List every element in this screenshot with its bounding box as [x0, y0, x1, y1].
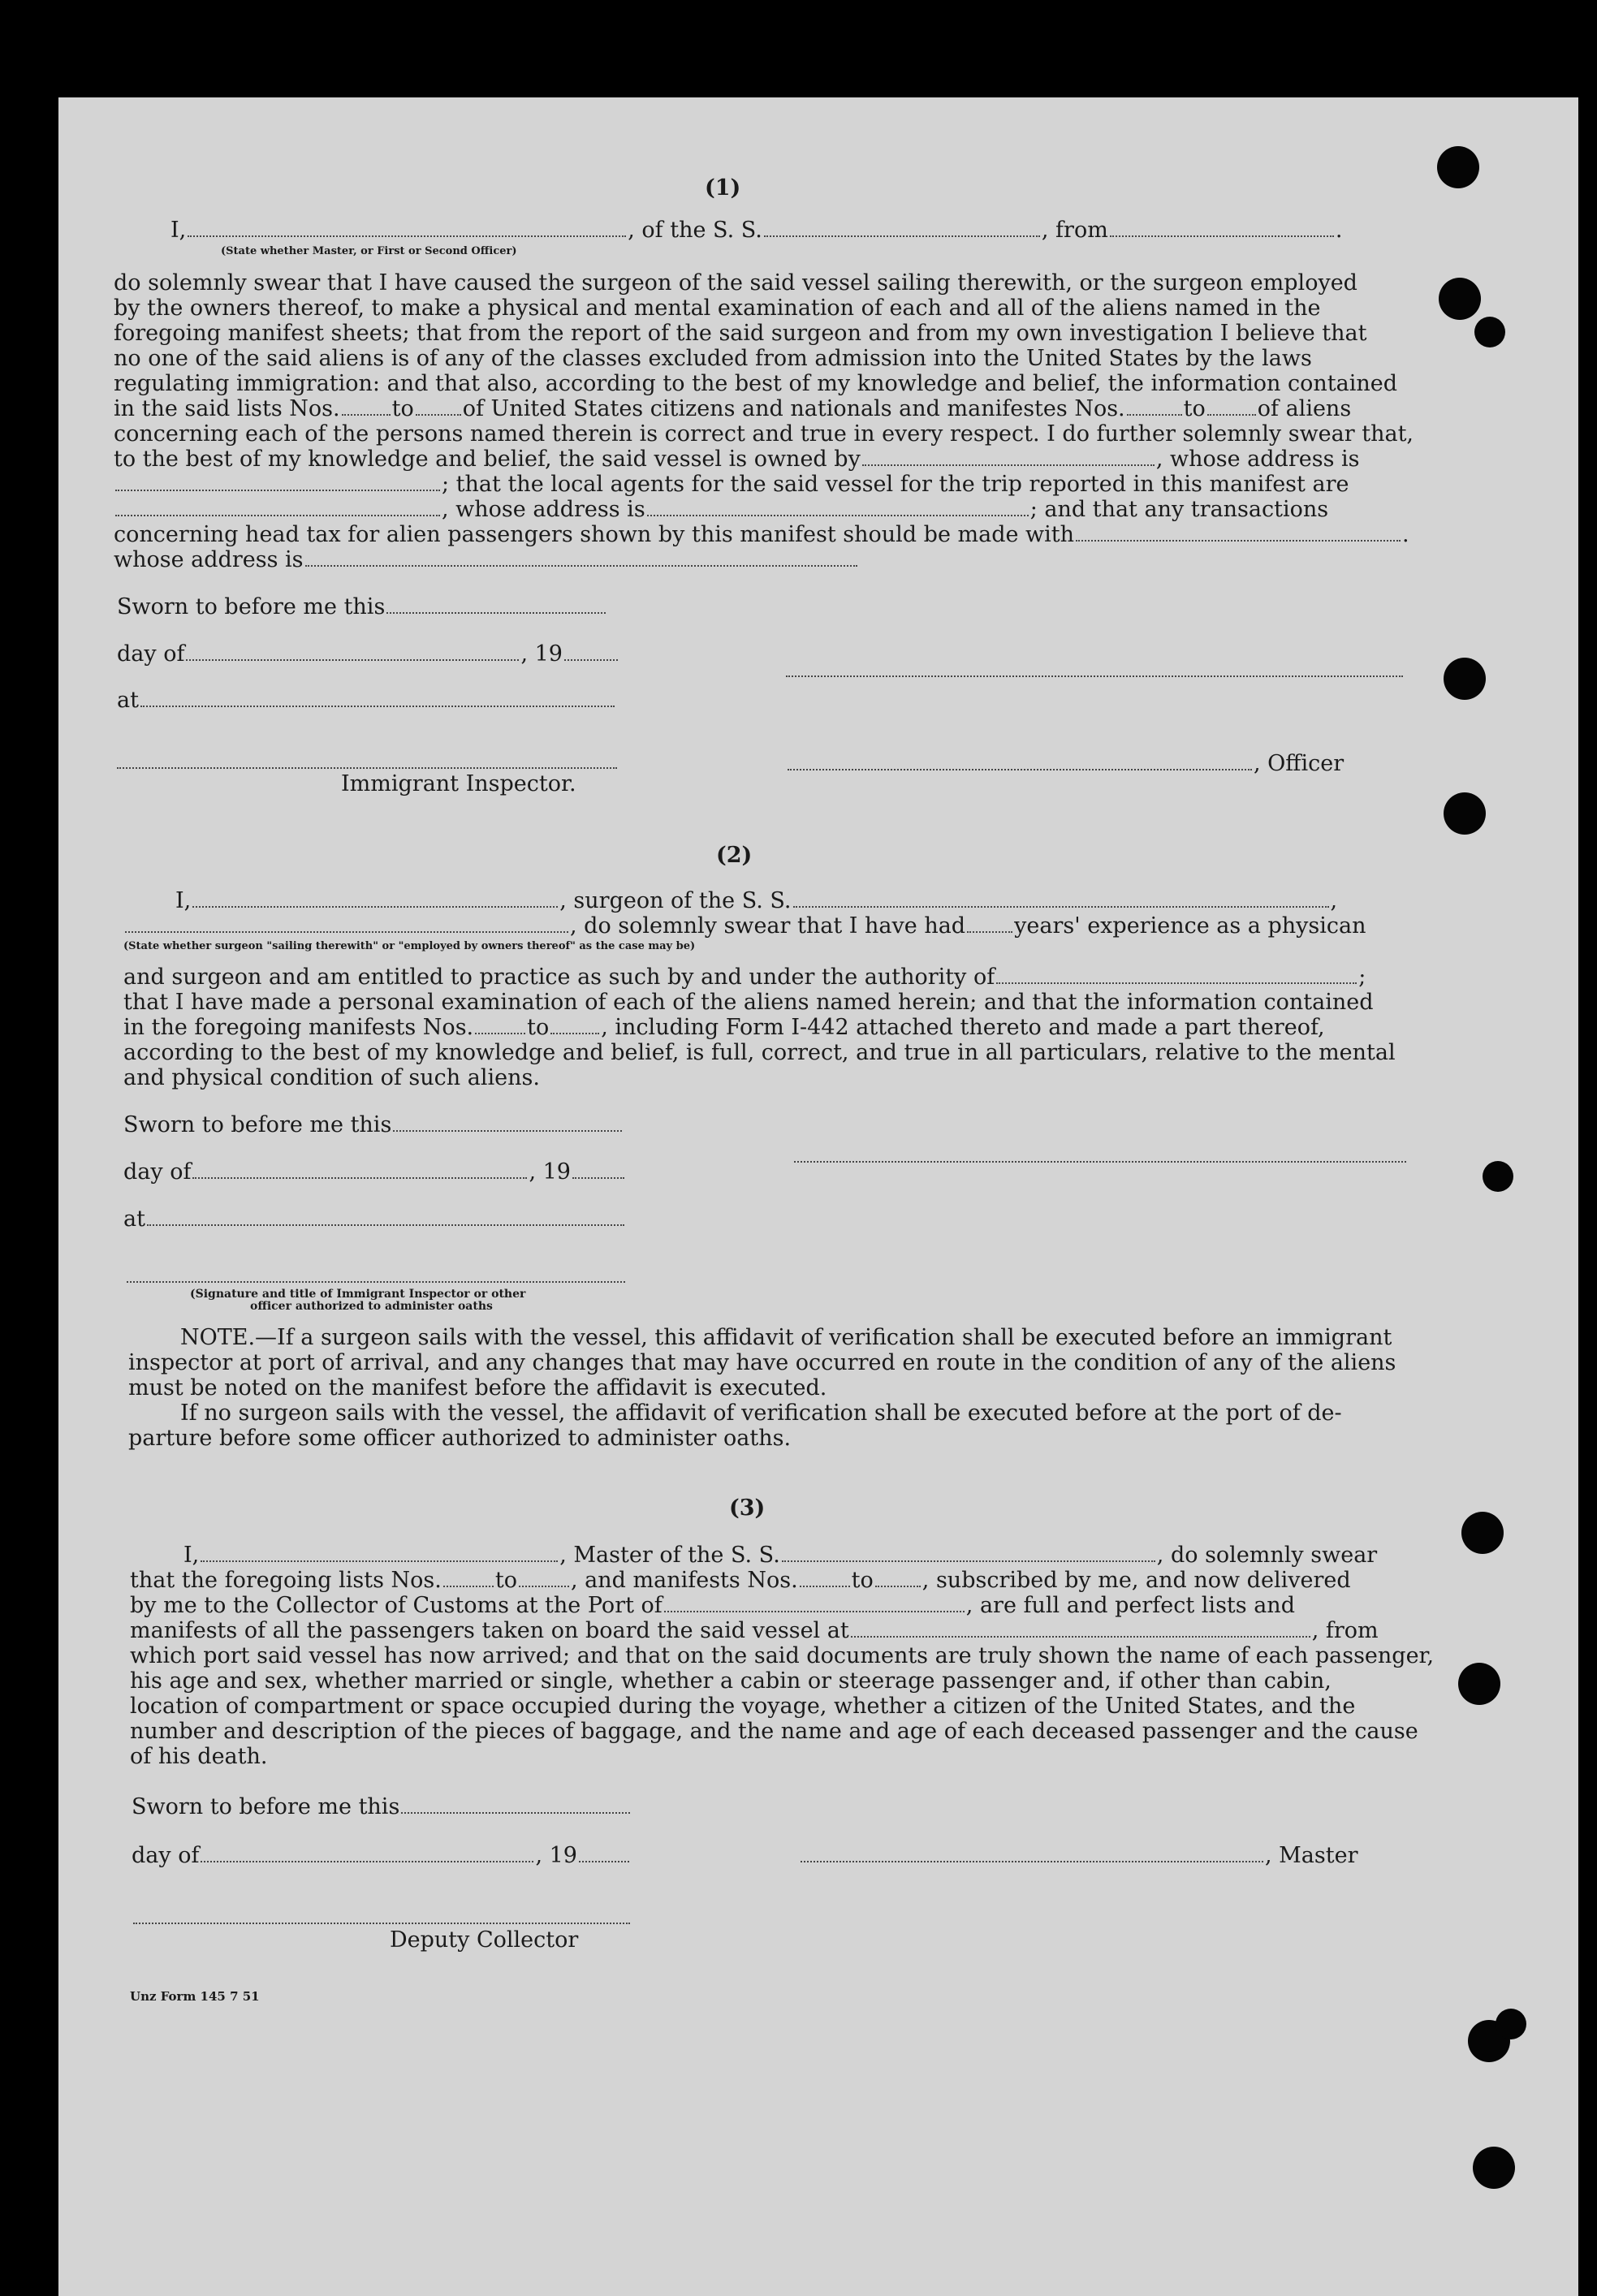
owner-address-field[interactable] [115, 472, 440, 491]
s3-day-field[interactable] [201, 1843, 533, 1862]
master-name-field[interactable] [201, 1543, 558, 1562]
s2-at: at [123, 1206, 626, 1232]
section-3-heading: (3) [729, 1495, 766, 1521]
punch-hole [1474, 317, 1505, 347]
agents-address-field[interactable] [647, 497, 1029, 516]
punch-hole [1496, 2009, 1526, 2039]
s2-status-note: (State whether surgeon "sailing therewith" or "employed by owners thereof" as the case may be) [123, 940, 696, 952]
note-line-5: parture before some officer authorized to administer oaths. [128, 1426, 792, 1451]
s1-sworn-field[interactable] [386, 594, 606, 614]
s3-line-6: his age and sex, whether married or single, whether a cabin or steerage passenger and, if other than cabin, [130, 1668, 1332, 1694]
rank-field[interactable] [188, 218, 626, 237]
s1-para-7: concerning each of the persons named therein is correct and true in every respect. I do further solemnly swear that, [114, 421, 1414, 447]
lists-to-field[interactable] [416, 396, 461, 416]
s1-rank-note: (State whether Master, or First or Second Officer) [221, 245, 517, 257]
s2-para-3: in the foregoing manifests Nos. to , including Form I-442 attached thereto and made a part thereof, [123, 1015, 1325, 1040]
form-sheet [58, 97, 1578, 2296]
note-line-3: must be noted on the manifest before the affidavit is executed. [128, 1375, 827, 1400]
s1-inspector-line[interactable] [117, 767, 617, 769]
surgeon-name-field[interactable] [192, 888, 558, 908]
s1-para-3: foregoing manifest sheets; that from the report of the said surgeon and from my own investigation I believe that [114, 321, 1367, 346]
s3-deputy-label: Deputy Collector [390, 1927, 579, 1953]
s3-line-8: number and description of the pieces of baggage, and the name and age of each deceased passenger and the cause [130, 1719, 1418, 1744]
boarding-port-field[interactable] [851, 1618, 1310, 1638]
manifests-from-field[interactable] [1127, 396, 1182, 416]
s3-line-3: by me to the Collector of Customs at the Port of , are full and perfect lists and [130, 1593, 1295, 1618]
s3-manifests-from-field[interactable] [800, 1568, 850, 1587]
s2-sig-note-1: (Signature and title of Immigrant Inspector or other [190, 1288, 526, 1301]
s2-manifest-to-field[interactable] [550, 1015, 599, 1034]
s2-sworn-field[interactable] [393, 1112, 622, 1132]
years-field[interactable] [967, 913, 1012, 933]
punch-hole [1444, 792, 1486, 835]
s3-line-9: of his death. [130, 1744, 268, 1769]
s2-day-field[interactable] [192, 1159, 527, 1179]
s2-signature-line[interactable] [794, 1161, 1406, 1163]
s1-officer-field[interactable] [788, 751, 1252, 770]
form-number: Unz Form 145 7 51 [130, 1989, 260, 2004]
s2-para-4: according to the best of my knowledge and belief, is full, correct, and true in all particulars, relative to the mental [123, 1040, 1396, 1065]
s1-dayof: day of , 19 [117, 641, 619, 667]
s3-line-4: manifests of all the passengers taken on board the said vessel at , from [130, 1618, 1379, 1643]
note-line-2: inspector at port of arrival, and any changes that may have occurred en route in the condition of any of the aliens [128, 1350, 1396, 1375]
s1-para-1: do solemnly swear that I have caused the surgeon of the said vessel sailing therewith, or the surgeon employed [114, 270, 1357, 296]
s2-year-field[interactable] [572, 1159, 624, 1179]
surgeon-status-field[interactable] [125, 913, 568, 933]
s2-manifest-from-field[interactable] [475, 1015, 525, 1034]
s3-sworn-field[interactable] [401, 1794, 630, 1814]
s3-line-1: I, , Master of the S. S. , do solemnly swear [183, 1543, 1378, 1568]
s2-line-1: I, , surgeon of the S. S. , [175, 888, 1338, 913]
s3-deputy-line[interactable] [133, 1923, 630, 1924]
s1-para-12: whose address is [114, 547, 859, 573]
s1-year-field[interactable] [564, 641, 618, 661]
head-tax-address-field[interactable] [305, 547, 857, 567]
vessel-field[interactable] [764, 218, 1040, 237]
s1-signature-line[interactable] [786, 675, 1403, 677]
agents-field[interactable] [115, 497, 440, 516]
s3-vessel-field[interactable] [782, 1543, 1155, 1562]
s1-at-field[interactable] [140, 688, 615, 707]
punch-hole [1444, 658, 1486, 700]
s1-para-4: no one of the said aliens is of any of the classes excluded from admission into the United States by the laws [114, 346, 1312, 371]
s3-sworn: Sworn to before me this [132, 1794, 632, 1820]
s3-master-field[interactable] [801, 1843, 1263, 1862]
s1-para-9: ; that the local agents for the said vessel for the trip reported in this manifest are [114, 472, 1349, 498]
s3-lists-to-field[interactable] [519, 1568, 569, 1587]
s1-para-5: regulating immigration: and that also, according to the best of my knowledge and belief, the information contained [114, 371, 1398, 396]
s3-year-field[interactable] [579, 1843, 629, 1862]
s2-line-2: , do solemnly swear that I have had years' experience as a physican [123, 913, 1366, 939]
punch-hole [1439, 278, 1481, 320]
s3-lists-from-field[interactable] [443, 1568, 494, 1587]
section-2-heading: (2) [716, 843, 753, 868]
punch-hole [1437, 146, 1479, 188]
port-field[interactable] [664, 1593, 965, 1612]
s2-dayof: day of , 19 [123, 1159, 626, 1185]
s3-line-5: which port said vessel has now arrived; and that on the said documents are truly shown the name of each passenger, [130, 1643, 1435, 1668]
manifests-to-field[interactable] [1207, 396, 1256, 416]
s2-para-5: and physical condition of such aliens. [123, 1065, 540, 1090]
section-1-heading: (1) [705, 175, 741, 201]
s1-line-1: I, , of the S. S. , from . [170, 218, 1343, 243]
s2-vessel-field[interactable] [793, 888, 1329, 908]
s1-at: at [117, 688, 616, 714]
s3-master: , Master [799, 1843, 1358, 1869]
s1-para-10: , whose address is ; and that any transactions [114, 497, 1328, 523]
s2-at-field[interactable] [147, 1206, 624, 1226]
note-line-4: If no surgeon sails with the vessel, the affidavit of verification shall be executed before at the port of de- [180, 1400, 1342, 1426]
lists-from-field[interactable] [342, 396, 391, 416]
s3-line-7: location of compartment or space occupied during the voyage, whether a citizen of the United States, and the [130, 1694, 1356, 1719]
from-field[interactable] [1110, 218, 1334, 237]
punch-hole [1461, 1512, 1504, 1554]
s1-officer: , Officer [786, 751, 1344, 777]
s2-sworn: Sworn to before me this [123, 1112, 624, 1138]
s1-sworn: Sworn to before me this [117, 594, 607, 620]
s2-para-1: and surgeon and am entitled to practice as such by and under the authority of ; [123, 965, 1366, 990]
s1-para-2: by the owners thereof, to make a physical and mental examination of each and all of the aliens named in the [114, 296, 1321, 321]
authority-field[interactable] [996, 965, 1357, 984]
punch-hole [1483, 1161, 1513, 1192]
s1-para-8: to the best of my knowledge and belief, the said vessel is owned by , whose address is [114, 447, 1360, 472]
head-tax-contact-field[interactable] [1076, 522, 1401, 542]
punch-hole [1458, 1663, 1500, 1705]
s1-para-11: concerning head tax for alien passengers shown by this manifest should be made with . [114, 522, 1409, 547]
s3-line-2: that the foregoing lists Nos. to , and manifests Nos. to , subscribed by me, and now delivered [130, 1568, 1351, 1593]
s1-para-6: in the said lists Nos. to of United States citizens and nationals and manifestes Nos. to of aliens [114, 396, 1352, 421]
owner-field[interactable] [862, 447, 1155, 466]
s2-sig-note-2: officer authorized to administer oaths [250, 1300, 493, 1313]
note-line-1: NOTE.—If a surgeon sails with the vessel, this affidavit of verification shall be executed before an immigrant [180, 1325, 1392, 1350]
s2-inspector-line[interactable] [127, 1281, 625, 1283]
s1-day-field[interactable] [186, 641, 519, 661]
s3-manifests-to-field[interactable] [875, 1568, 921, 1587]
s1-inspector-label: Immigrant Inspector. [341, 771, 576, 796]
s2-para-2: that I have made a personal examination of each of the aliens named herein; and that the information contained [123, 990, 1374, 1015]
punch-hole [1473, 2147, 1515, 2189]
s3-dayof: day of , 19 [132, 1843, 631, 1869]
